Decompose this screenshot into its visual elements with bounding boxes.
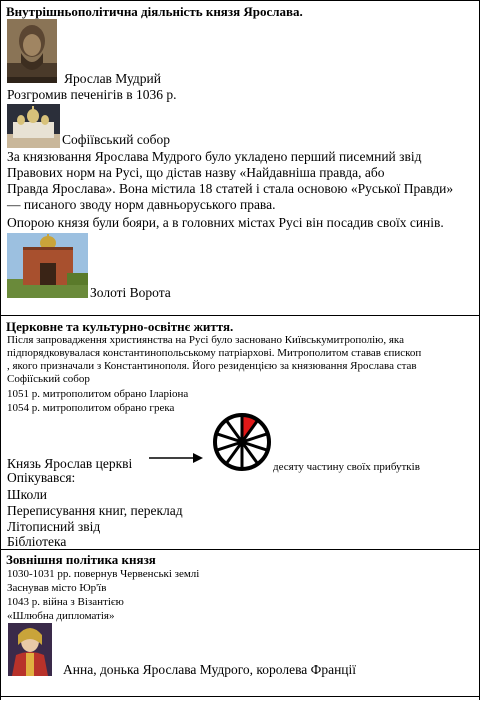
sophia-cathedral-image bbox=[7, 104, 60, 148]
foreign-line-2: Заснував місто Юр'їв bbox=[7, 582, 107, 594]
law-line-4: — писаного зводу норм давньоруського права. bbox=[7, 197, 276, 212]
item-chronicle: Літописний звід bbox=[7, 519, 101, 534]
section3-title: Зовнішня політика князя bbox=[6, 552, 156, 567]
item-copying: Переписування книг, переклад bbox=[7, 503, 183, 518]
defeat-text: Розгромив печенігів в 1036 р. bbox=[7, 87, 177, 102]
sophia-caption: Софіївський собор bbox=[62, 132, 170, 147]
church-line-1: Після запровадження християнства на Русі було засновано Київськумитрополію, яка bbox=[7, 334, 404, 346]
law-line-3: Правда Ярослава». Вона містила 18 статей і стала основою «Руської Правди» bbox=[7, 181, 454, 196]
item-library: Бібліотека bbox=[7, 534, 67, 549]
church-line-4: Софіїський собор bbox=[7, 373, 90, 385]
foreign-line-3: 1043 р. війна з Візантією bbox=[7, 596, 124, 608]
section-divider-1 bbox=[1, 315, 479, 316]
golden-gate-image bbox=[7, 233, 88, 298]
tithe-text: десяту частину своїх прибутків bbox=[273, 461, 420, 473]
foreign-line-4: «Шлюбна дипломатія» bbox=[7, 610, 115, 622]
patron-label: Опікувався: bbox=[7, 470, 76, 485]
section-divider-2 bbox=[1, 549, 479, 550]
metropolitan-1054: 1054 р. митрополитом обрано грека bbox=[7, 402, 175, 414]
gate-caption: Золоті Ворота bbox=[90, 285, 171, 300]
arrow-icon bbox=[147, 451, 205, 465]
law-line-2: Правових норм на Русі, що дістав назву «Найдавніша правда, або bbox=[7, 165, 385, 180]
anna-caption: Анна, донька Ярослава Мудрого, королева Франції bbox=[63, 662, 357, 677]
anna-portrait-image bbox=[8, 623, 52, 676]
section-divider-bottom bbox=[1, 696, 479, 697]
law-line-1: За князювання Ярослава Мудрого було укладено перший писемний звід bbox=[7, 149, 422, 164]
metropolitan-1051: 1051 р. митрополитом обрано Іларіона bbox=[7, 388, 189, 400]
section2-title: Церковне та культурно-освітнє життя. bbox=[6, 319, 234, 334]
tithe-wheel-icon bbox=[211, 411, 273, 473]
yaroslav-caption: Ярослав Мудрий bbox=[64, 71, 161, 86]
item-schools: Школи bbox=[7, 487, 48, 502]
church-line-3: , якого призначали з Константинополя. Його резиденцією за князювання Ярослава став bbox=[7, 360, 417, 372]
support-text: Опорою князя були бояри, а в головних містах Русі він посадив своїх синів. bbox=[7, 215, 444, 230]
prince-church-text: Князь Ярослав церкві bbox=[7, 456, 133, 471]
yaroslav-portrait-image bbox=[7, 19, 57, 83]
foreign-line-1: 1030-1031 рр. повернув Червенські землі bbox=[7, 568, 200, 580]
church-line-2: підпорядковувалася константинопольському патріархові. Митрополитом ставав єпископ bbox=[7, 347, 422, 359]
section1-title: Внутрішньополітична діяльність князя Ярослава. bbox=[6, 4, 303, 19]
